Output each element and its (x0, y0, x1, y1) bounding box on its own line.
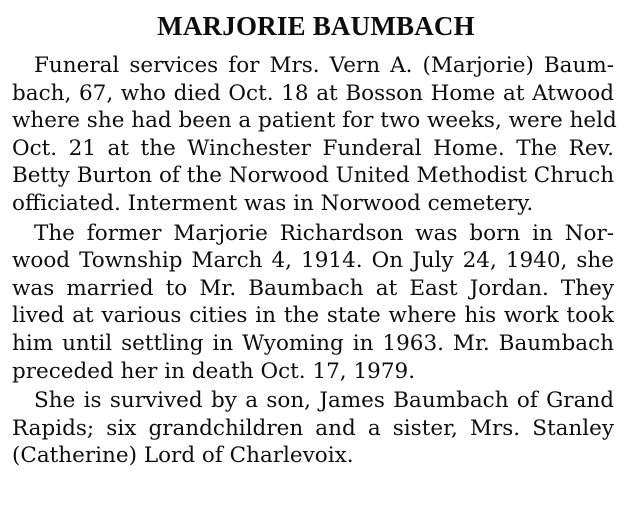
text-line: (Catherine) Lord of Charlevoix. (12, 443, 354, 469)
obituary-body (12, 52, 617, 470)
text-line: was married to Mr. Baumbach at East Jordan. They (12, 275, 614, 301)
text-line: Oct. 21 at the Winchester Funderal Home. The Rev. (12, 135, 614, 161)
text-line: Rapids; six grandchildren and a sister, Mrs. Stanley (12, 415, 614, 441)
text-line: She is survived by a son, James Baumbach of Grand (34, 388, 614, 414)
text-line: preceded her in death Oct. 17, 1979. (12, 358, 416, 384)
text-line: lived at various cities in the state where his work took (12, 303, 614, 329)
text-line: officiated. Interment was in Norwood cemetery. (12, 190, 534, 216)
paragraph-survivors (12, 387, 614, 470)
text-line: him until settling in Wyoming in 1963. Mr. Baumbach (12, 330, 614, 356)
text-line: Betty Burton of the Norwood United Methodist Chruch (12, 163, 615, 189)
paragraph-services (12, 52, 617, 218)
paragraph-biography (12, 220, 614, 386)
text-line: Funeral services for Mrs. Vern A. (Marjorie) Baum- (34, 53, 614, 78)
text-line: The former Marjorie Richardson was born in Nor- (34, 220, 614, 246)
obituary-headline: MARJORIE BAUMBACH (157, 11, 475, 41)
text-line: where she had been a patient for two weeks, were held (12, 108, 617, 134)
text-line: bach, 67, who died Oct. 18 at Bosson Home at Atwood (12, 80, 614, 106)
text-line: wood Township March 4, 1914. On July 24, 1940, she (12, 248, 614, 274)
